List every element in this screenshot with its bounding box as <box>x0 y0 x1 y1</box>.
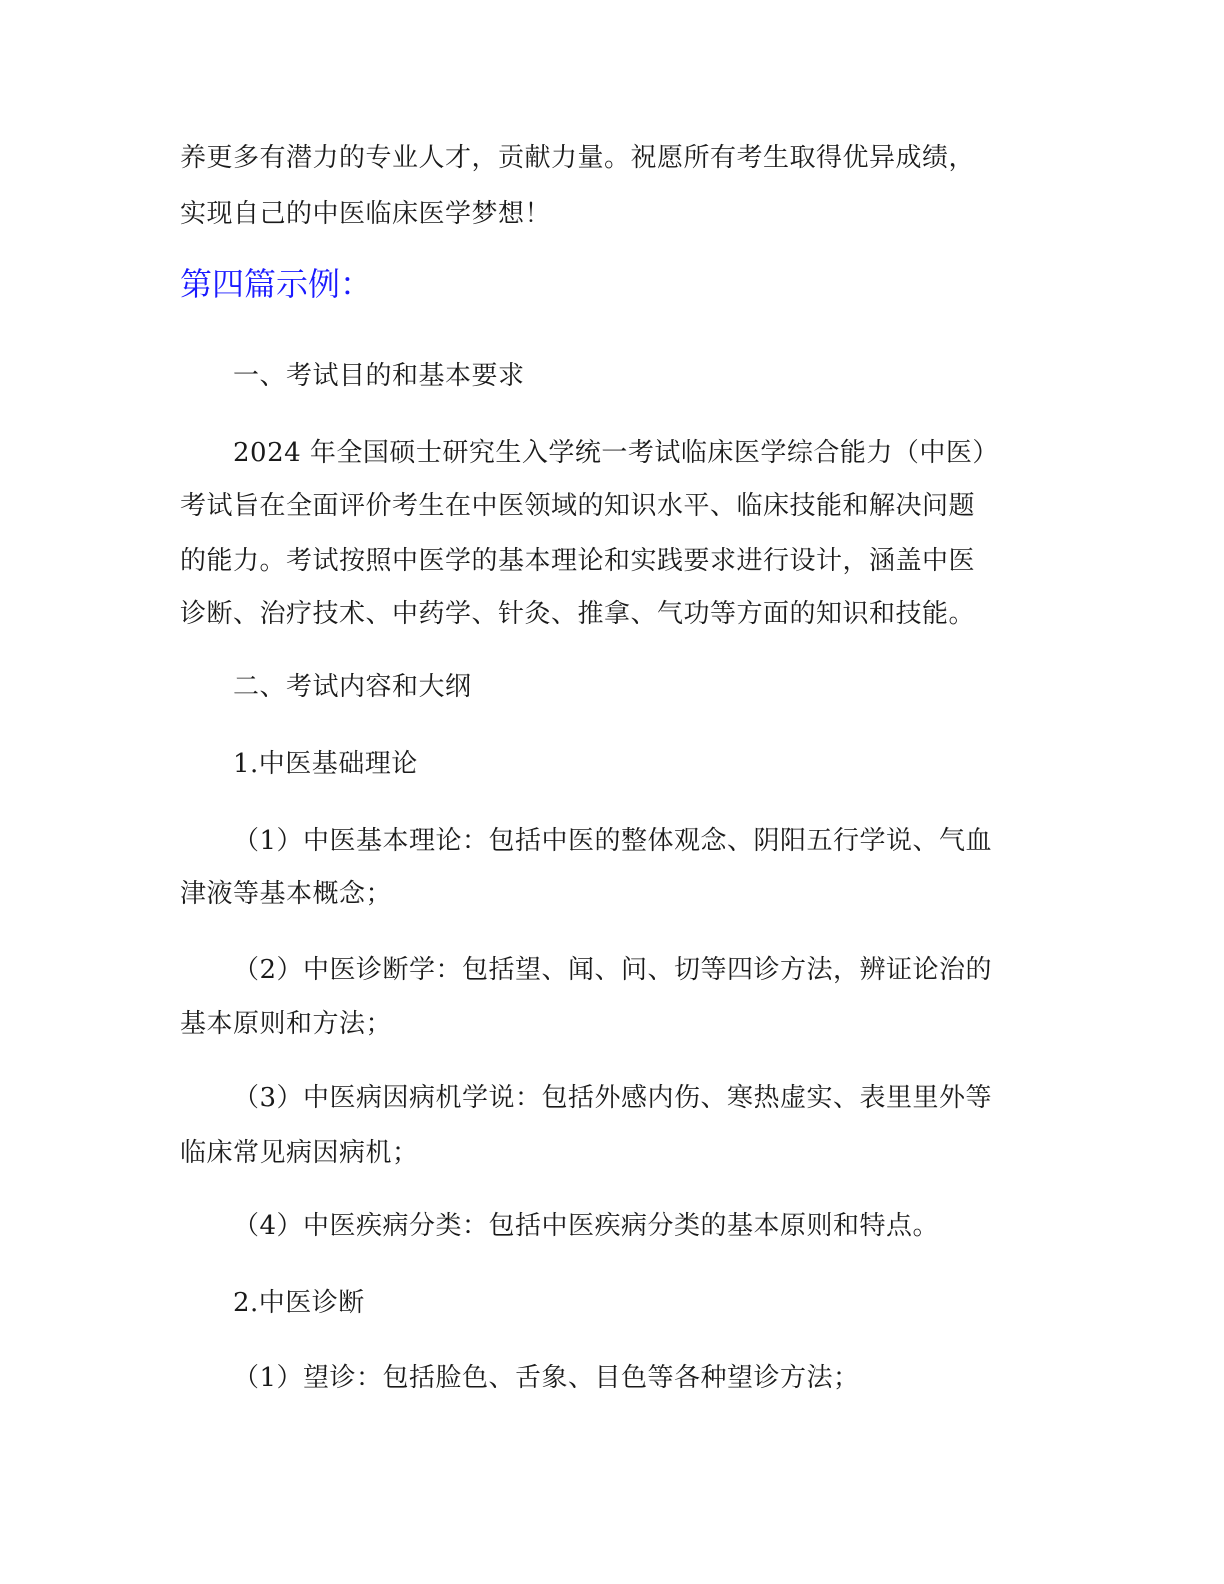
sub2-title: 2.中医诊断 <box>233 1288 365 1318</box>
part2-heading: 二、考试内容和大纲 <box>233 672 472 702</box>
sub2-item1-line-1: （1）望诊：包括脸色、舌象、目色等各种望诊方法； <box>233 1363 860 1393</box>
part1-para-line-2: 考试旨在全面评价考生在中医领域的知识水平、临床技能和解决问题 <box>180 491 976 521</box>
part1-para-line-3: 的能力。考试按照中医学的基本理论和实践要求进行设计，涵盖中医 <box>180 546 976 576</box>
sub1-item3-line-2: 临床常见病因病机； <box>180 1138 419 1168</box>
sub1-item2-line-2: 基本原则和方法； <box>180 1009 393 1039</box>
part1-heading: 一、考试目的和基本要求 <box>233 361 525 391</box>
sub1-item4-line-1: （4）中医疾病分类：包括中医疾病分类的基本原则和特点。 <box>233 1211 940 1241</box>
sub1-item2-line-1: （2）中医诊断学：包括望、闻、问、切等四诊方法，辨证论治的 <box>233 955 993 985</box>
sub1-item1-line-1: （1）中医基本理论：包括中医的整体观念、阴阳五行学说、气血 <box>233 826 993 856</box>
sub1-item1-line-2: 津液等基本概念； <box>180 879 393 909</box>
sub1-title: 1.中医基础理论 <box>233 749 418 779</box>
section-title: 第四篇示例： <box>180 265 373 303</box>
sub1-item3-line-1: （3）中医病因病机学说：包括外感内伤、寒热虚实、表里里外等 <box>233 1083 993 1113</box>
part1-para-line-1: 2024 年全国硕士研究生入学统一考试临床医学综合能力（中医） <box>233 438 999 468</box>
part1-para-line-4: 诊断、治疗技术、中药学、针灸、推拿、气功等方面的知识和技能。 <box>180 599 976 629</box>
intro-line-1: 养更多有潜力的专业人才，贡献力量。祝愿所有考生取得优异成绩， <box>180 143 976 173</box>
intro-line-2: 实现自己的中医临床医学梦想！ <box>180 199 552 229</box>
